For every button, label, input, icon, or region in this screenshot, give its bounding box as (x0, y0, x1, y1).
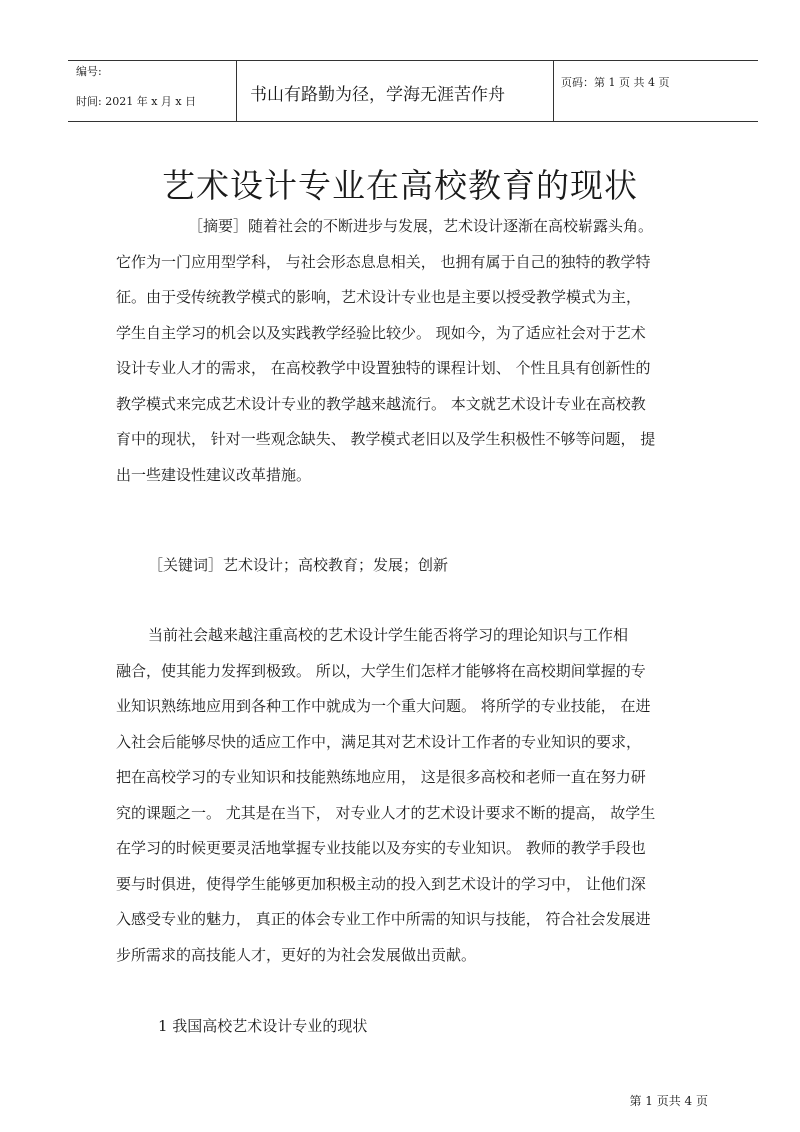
section-heading: 1 我国高校艺术设计专业的现状 (158, 1017, 368, 1035)
body-line: 融合，使其能力发挥到极致。 所以，大学生们怎样才能够将在高校期间掌握的专 (116, 661, 646, 680)
header-right-cell (553, 61, 758, 121)
abstract-line: ［摘要］随着社会的不断进步与发展，艺术设计逐渐在高校崭露头角。 (188, 217, 654, 235)
abstract-paragraph (116, 209, 696, 493)
body-line: 入社会后能够尽快的适应工作中，满足其对艺术设计工作者的专业知识的要求， (116, 732, 642, 751)
page-title: 艺术设计专业在高校教育的现状 (162, 166, 638, 205)
body-line: 要与时俱进，使得学生能够更加积极主动的投入到艺术设计的学习中， 让他们深 (116, 874, 646, 893)
body-line: 在学习的时候更要灵活地掌握专业技能以及夯实的专业知识。 教师的教学手段也 (116, 839, 646, 857)
number-label: 编号: (76, 65, 102, 78)
keywords-line: ［关键词］艺术设计；高校教育；发展；创新 (148, 556, 449, 574)
body-paragraph (116, 618, 696, 973)
page-info: 页码：第 1 页 共 4 页 (561, 76, 670, 89)
header-middle-cell (236, 61, 554, 121)
body-line: 入感受专业的魅力， 真正的体会专业工作中所需的知识与技能， 符合社会发展进 (116, 910, 651, 928)
body-line: 步所需求的高技能人才，更好的为社会发展做出贡献。 (116, 945, 477, 964)
abstract-line: 教学模式来完成艺术设计专业的教学越来越流行。 本文就艺术设计专业在高校教 (116, 394, 646, 413)
body-line: 究的课题之一。 尤其是在当下， 对专业人才的艺术设计要求不断的提高， 故学生 (116, 803, 656, 822)
abstract-line: 设计专业人才的需求， 在高校教学中设置独特的课程计划、 个性且具有创新性的 (116, 359, 651, 377)
abstract-line: 征。由于受传统教学模式的影响，艺术设计专业也是主要以授受教学模式为主， (116, 288, 642, 306)
body-line: 把在高校学习的专业知识和技能熟练地应用， 这是很多高校和老师一直在努力研 (116, 768, 646, 786)
abstract-line: 出一些建设性建议改革措施。 (116, 465, 312, 484)
body-line: 业知识熟练地应用到各种工作中就成为一个重大问题。 将所学的专业技能， 在进 (116, 697, 651, 715)
time-label: 时间: 2021 年 x 月 x 日 (76, 95, 197, 108)
page-footer: 第 1 页共 4 页 (629, 1094, 708, 1108)
document-header (68, 60, 758, 122)
abstract-line: 学生自主学习的机会以及实践教学经验比较少。 现如今，为了适应社会对于艺术 (116, 323, 646, 342)
abstract-line: 它作为一门应用型学科， 与社会形态息息相关， 也拥有属于自己的独特的教学特 (116, 252, 651, 271)
header-left-cell (68, 61, 237, 121)
abstract-line: 育中的现状， 针对一些观念缺失、 教学模式老旧以及学生积极性不够等问题， 提 (116, 430, 656, 448)
body-line: 当前社会越来越注重高校的艺术设计学生能否将学习的理论知识与工作相 (148, 626, 629, 644)
header-motto: 书山有路勤为径，学海无涯苦作舟 (250, 85, 505, 105)
